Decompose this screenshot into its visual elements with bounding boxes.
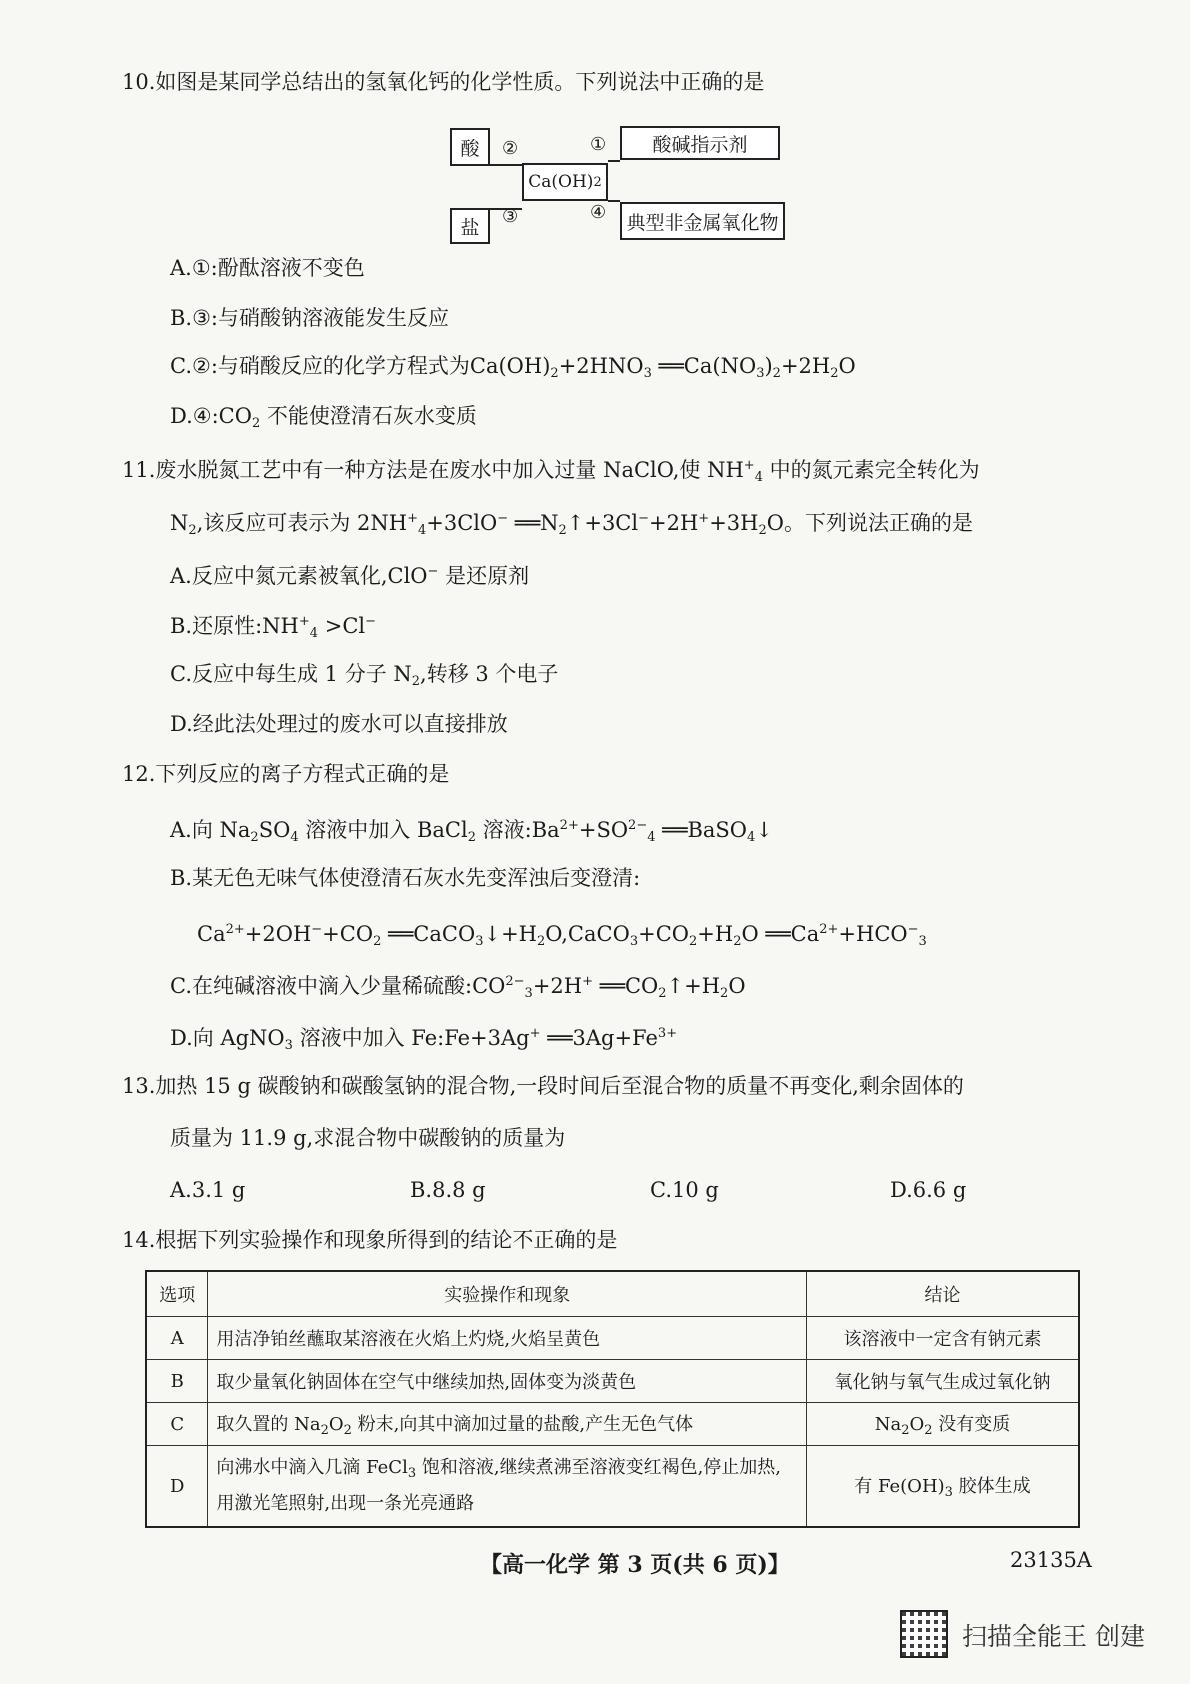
q13-option-c: C.10 g <box>650 1178 719 1202</box>
table-row <box>146 1360 1079 1403</box>
page-footer: 【高一化学 第 3 页(共 6 页)】 <box>480 1552 790 1578</box>
table-row <box>146 1446 1079 1528</box>
label-3: ③ <box>502 206 519 227</box>
caoh2-box: Ca(OH) 2 <box>522 163 608 201</box>
q12-option-a: A.向 $Na_2SO_4$ 溶液中加入 BaCl$_2$ 溶液$:Ba^{2+}+SO^{2-}_4$ ══BaSO$_4$↓ <box>170 818 773 845</box>
q13-option-d: D.6.6 g <box>890 1178 967 1202</box>
table-row <box>146 1317 1079 1360</box>
q11-option-a: A.反应中氮元素被氧化,ClO− 是还原剂 <box>170 564 530 588</box>
row-option: A <box>146 1317 208 1360</box>
qr-code-icon <box>900 1610 948 1658</box>
row-option: B <box>146 1360 208 1403</box>
indicator-box: 酸碱指示剂 <box>620 126 780 160</box>
label-2: ② <box>502 138 519 159</box>
q13-stem-line2: 质量为 11.9 g,求混合物中碳酸钠的质量为 <box>170 1126 566 1150</box>
row-operation: 取少量氧化钠固体在空气中继续加热,固体变为淡黄色 <box>208 1360 807 1403</box>
q14-stem: 14.根据下列实验操作和现象所得到的结论不正确的是 <box>122 1228 618 1252</box>
label-4: ④ <box>590 202 607 223</box>
row-option: C <box>146 1403 208 1446</box>
row-operation: 取久置的 $Na_2O_2$ 粉末,向其中滴加过量的盐酸,产生无色气体 <box>208 1403 807 1446</box>
acid-box: 酸 <box>450 128 490 166</box>
q13-option-a: A.3.1 g <box>170 1178 246 1202</box>
q10-option-a: A.①:酚酞溶液不变色 <box>170 256 365 280</box>
line-indicator <box>608 160 620 162</box>
q12-option-d: D.向 AgNO$_3$ 溶液中加入 Fe:Fe+3Ag+ $══3Ag+Fe^{3+}$ <box>170 1026 678 1053</box>
q11-stem-line2: $N_2$,该反应可表示为 $2NH^+_4+3ClO^-$ $══N_2↑+3Cl^-+2H^++3H_2O$。下列说法正确的是 <box>170 511 973 538</box>
row-conclusion: 氧化钠与氧气生成过氧化钠 <box>806 1360 1079 1403</box>
q12-stem: 12.下列反应的离子方程式正确的是 <box>122 762 450 786</box>
q13-stem-line1: 13.加热 15 g 碳酸钠和碳酸氢钠的混合物,一段时间后至混合物的质量不再变化,剩余固体的 <box>122 1074 964 1098</box>
q11-stem-line1: 11.废水脱氮工艺中有一种方法是在废水中加入过量 NaClO,使 $NH^+_4$ 中的氮元素完全转化为 <box>122 458 980 485</box>
q13-option-b: B.8.8 g <box>410 1178 486 1202</box>
exam-code: 23135A <box>1010 1548 1092 1572</box>
q12-option-b-line1: B.某无色无味气体使澄清石灰水先变浑浊后变澄清: <box>170 866 641 890</box>
q11-option-b: B.还原性$:NH^+_4 >Cl^-$ <box>170 614 377 641</box>
row-operation: 向沸水中滴入几滴 FeCl$_3$ 饱和溶液,继续煮沸至溶液变红褐色,停止加热,用激光笔照射,出现一条光亮通路 <box>208 1446 807 1528</box>
experiment-table <box>145 1270 1080 1528</box>
label-1: ① <box>590 134 607 155</box>
q12-option-c: C.在纯碱溶液中滴入少量稀硫酸$:CO^{2-}_3+2H^+$ $══CO_2↑+H_2O$ <box>170 974 746 1001</box>
salt-box: 盐 <box>450 208 490 244</box>
row-option: D <box>146 1446 208 1528</box>
line-oxide <box>608 200 620 202</box>
q10-stem: 10.如图是某同学总结出的氢氧化钙的化学性质。下列说法中正确的是 <box>122 70 765 94</box>
header-operation: 实验操作和现象 <box>208 1271 807 1317</box>
row-operation: 用洁净铂丝蘸取某溶液在火焰上灼烧,火焰呈黄色 <box>208 1317 807 1360</box>
oxide-box: 典型非金属氧化物 <box>620 202 785 240</box>
row-conclusion: 该溶液中一定含有钠元素 <box>806 1317 1079 1360</box>
q11-option-c: C.反应中每生成 1 分子 $N_2$,转移 3 个电子 <box>170 662 559 689</box>
q11-option-d: D.经此法处理过的废水可以直接排放 <box>170 712 508 736</box>
row-conclusion: 有 $Fe(OH)_3$ 胶体生成 <box>806 1446 1079 1528</box>
line-acid <box>490 164 522 166</box>
row-conclusion: $Na_2O_2$ 没有变质 <box>806 1403 1079 1446</box>
table-header-row <box>146 1271 1079 1317</box>
header-conclusion: 结论 <box>806 1271 1079 1317</box>
q10-option-b: B.③:与硝酸钠溶液能发生反应 <box>170 306 450 330</box>
scanner-watermark: 扫描全能王 创建 <box>962 1622 1145 1651</box>
q10-option-d: $D.④:CO_2$ 不能使澄清石灰水变质 <box>170 404 477 431</box>
table-row <box>146 1403 1079 1446</box>
q10-option-c: C.②:与硝酸反应的化学方程式为$Ca(OH)_2+2HNO_3$ $══Ca(NO_3)_2+2H_2O$ <box>170 354 856 381</box>
q12-option-b-line2: $Ca^{2+}+2OH^-+CO_2$ $══CaCO_3↓+H_2O,CaCO_3+CO_2+H_2O$ $══Ca^{2+}+HCO^-_3$ <box>197 922 927 949</box>
header-option: 选项 <box>146 1271 208 1317</box>
